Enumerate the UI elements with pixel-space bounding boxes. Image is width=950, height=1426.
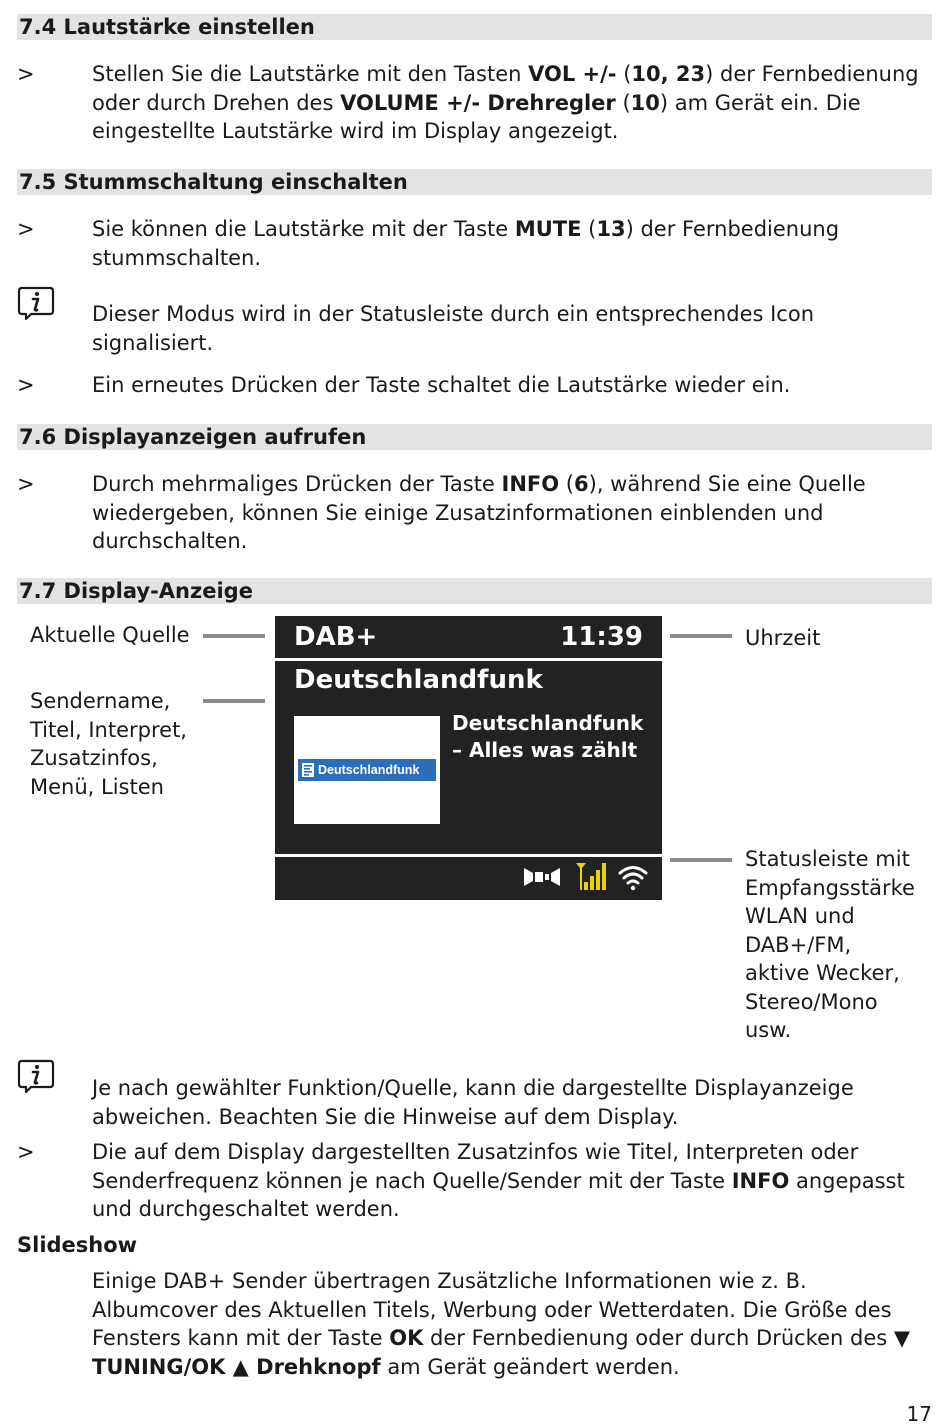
bullet-marker: > [17,217,35,241]
text-run: Die auf dem Display dargestellten Zusatzinfos wie Titel, Interpreten oder Senderfrequenz können je nach Quelle/Sender mit der Taste [92,1140,859,1193]
logo-text: Deutschlandfunk [318,763,420,777]
label-line: Statusleiste mit [745,847,910,871]
text-run: ) der Fernbedienung stummschalten. [92,217,840,270]
text-run: ) der Fernbedienung oder durch Drehen des [92,62,919,115]
paragraph [92,1138,932,1224]
display-clock: 11:39 [560,622,643,652]
radio-display [275,616,662,900]
slideshow-heading: Slideshow [17,1233,138,1257]
callout-line [670,634,732,638]
label-line: usw. [745,1018,792,1042]
bold-text: 13 [596,217,626,241]
label-line: Menü, Listen [30,774,164,799]
label-line: WLAN und [745,904,855,928]
slideshow-image [294,716,440,824]
display-header [275,616,662,658]
section-heading-7-4: 7.4 Lautstärke einstellen [17,14,932,40]
paragraph: Ein erneutes Drücken der Taste schaltet die Lautstärke wieder ein. [92,373,791,397]
text-run: am Gerät geändert werden. [380,1354,680,1379]
text-run: Einige DAB+ Sender übertragen Zusätzliche Informationen wie z. B. Albumcover des Aktuellen Titels, Werbung oder Wetterdaten. Die Größe des Fensters kann mit der Taste [92,1269,892,1350]
callout-line [203,634,265,638]
bold-text: 6 [574,472,589,496]
display-station-name: Deutschlandfunk [294,665,543,695]
bullet-marker: > [17,1140,35,1164]
label-current-source: Aktuelle Quelle [30,623,190,647]
status-bar [522,860,652,894]
text-run: Sie können die Lautstärke mit der Taste [92,217,515,241]
text-run: ( [616,62,632,86]
label-line: Empfangsstärke [745,875,915,900]
bold-text: 10 [630,90,660,115]
bold-text: ▼ TUNING/OK ▲ Drehknopf [92,1326,911,1379]
callout-line [670,858,732,862]
paragraph [92,215,932,272]
info-icon [17,286,55,320]
text-run: ( [581,217,597,241]
section-heading-7-6: 7.6 Displayanzeigen aufrufen [17,424,932,450]
paragraph [92,1267,932,1381]
bullet-marker: > [17,62,35,86]
section-heading-7-5: 7.5 Stummschaltung einschalten [17,169,932,195]
label-clock: Uhrzeit [745,626,821,650]
label-line: Sendername, [30,689,171,713]
paragraph [92,60,932,146]
note-text: Dieser Modus wird in der Statusleiste durch ein entsprechendes Icon signalisiert. [92,302,815,355]
text-run: ) am Gerät ein. Die eingestellte Lautstärke wird im Display angezeigt. [92,90,861,143]
deutschlandfunk-logo [298,759,436,781]
wifi-icon [620,868,646,891]
info-note [17,286,932,356]
label-line: DAB+/FM, [745,932,852,957]
page-number: 17 [906,1402,932,1426]
label-line: Titel, Interpret, [30,717,187,742]
bold-text: INFO [731,1168,790,1193]
divider [275,854,662,857]
bold-text: VOLUME +/- Drehregler [340,90,616,115]
text-run: der Fernbedienung oder durch Drücken des [423,1326,894,1350]
bold-text: VOL +/- [528,62,617,86]
signal-strength-icon [576,863,606,890]
text-run: ), während Sie eine Quelle wiedergeben, können Sie einige Zusatzinformationen einblenden und durchschalten. [92,472,866,553]
text-run: Stellen Sie die Lautstärke mit den Tasten [92,62,529,86]
display-source: DAB+ [294,622,378,652]
text-run: Durch mehrmaliges Drücken der Taste [92,472,502,496]
info-icon [17,1059,55,1093]
divider [275,658,662,661]
bold-text: MUTE [514,217,582,241]
text-run: angepasst und durchgeschaltet werden. [92,1168,905,1221]
bold-text: 10, 23 [631,62,706,86]
label-station-info [30,687,187,801]
bold-text: INFO [501,472,560,496]
bullet-marker: > [17,373,35,397]
metadata-line: Deutschlandfunk [452,711,644,735]
speaker-icon [524,868,560,886]
callout-line [203,699,265,703]
text-run: ( [559,472,574,496]
logo-mark-icon [302,763,314,777]
label-status-bar [745,845,915,1045]
metadata-line: – Alles was zählt [452,738,638,762]
bold-text: OK [389,1326,424,1350]
label-line: aktive Wecker, [745,961,900,985]
label-line: Stereo/Mono [745,989,878,1014]
info-note [17,1059,932,1129]
display-metadata [452,710,643,764]
paragraph [92,470,932,556]
bullet-marker: > [17,472,35,496]
note-text: Je nach gewählter Funktion/Quelle, kann die dargestellte Displayanzeige abweichen. Beachten Sie die Hinweise auf dem Display. [92,1076,854,1129]
text-run: ( [615,90,631,115]
label-line: Zusatzinfos, [30,746,158,770]
section-heading-7-7: 7.7 Display-Anzeige [17,578,932,604]
